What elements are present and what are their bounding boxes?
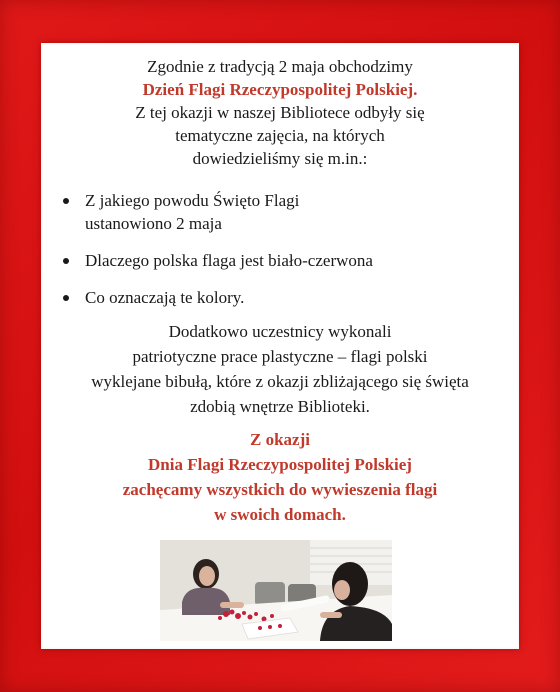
extra-line-3: wyklejane bibułą, które z okazji zbliżającego się święta	[91, 372, 469, 391]
extra-line-2: patriotyczne prace plastyczne – flagi polski	[132, 347, 428, 366]
content-panel	[41, 43, 519, 649]
workshop-photo-illustration	[160, 540, 392, 641]
bullet-text: Dlaczego polska flaga jest biało-czerwona	[85, 251, 373, 270]
intro-holiday-name: Dzień Flagi Rzeczypospolitej Polskiej.	[142, 80, 418, 99]
list-item	[63, 286, 373, 309]
appeal-line-1: Z okazji	[250, 430, 310, 449]
bullet-text: Co oznaczają te kolory.	[85, 288, 245, 307]
extra-line-4: zdobią wnętrze Biblioteki.	[190, 397, 370, 416]
intro-line-3: Z tej okazji w naszej Bibliotece odbyły się	[135, 103, 425, 122]
list-item	[63, 189, 373, 235]
topics-list	[63, 189, 373, 323]
appeal-line-3: zachęcamy wszystkich do wywieszenia flagi	[122, 480, 438, 499]
bullet-text: Z jakiego powodu Święto Flagi	[85, 191, 300, 210]
intro-line-4: tematyczne zajęcia, na których	[175, 126, 385, 145]
bullet-text: ustanowiono 2 maja	[85, 214, 222, 233]
list-item	[63, 249, 373, 272]
intro-line-1: Zgodnie z tradycją 2 maja obchodzimy	[147, 57, 413, 76]
appeal-line-4: w swoich domach.	[214, 505, 346, 524]
intro-line-5: dowiedzieliśmy się m.in.:	[192, 149, 368, 168]
appeal-line-2: Dnia Flagi Rzeczypospolitej Polskiej	[148, 455, 412, 474]
extra-line-1: Dodatkowo uczestnicy wykonali	[168, 322, 392, 341]
workshop-photo	[160, 540, 392, 641]
